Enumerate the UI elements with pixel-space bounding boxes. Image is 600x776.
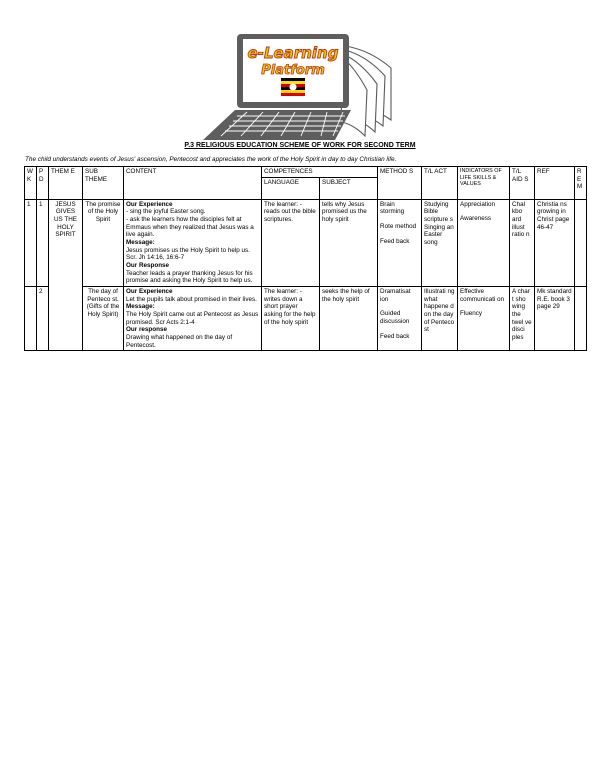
content-text: - sing the joyful Easter song. xyxy=(126,208,206,216)
content-text: Scr. Jh 14:16, 16:6-7 xyxy=(126,254,185,262)
header-language: LANGUAGE xyxy=(262,177,320,199)
cell-indicators xyxy=(458,287,510,351)
cell-subject: seeks the help of the holy spirit xyxy=(320,287,378,351)
cell-wk xyxy=(25,287,37,351)
cell-tl-aids: A char t sho wing the twel ve disci ples xyxy=(510,287,535,351)
header-subject: SUBJECT xyxy=(320,177,378,199)
document-subtitle: The child understands events of Jesus' ascension, Pentecost and appreciates the work of the Holy Spirit in day to day Christian life. xyxy=(25,156,397,163)
document-title: P.3 RELIGIOUS EDUCATION SCHEME OF WORK FOR SECOND TERM xyxy=(184,142,416,149)
content-text: - ask the learners how the disciples felt at Emmaus when they realized that Jesus was a live again. xyxy=(126,216,254,239)
cell-tl-aids: Chal kbo ard illust ratio n xyxy=(510,199,535,286)
cell-rem xyxy=(575,287,587,351)
header-row xyxy=(25,167,587,178)
uganda-flag-icon xyxy=(281,78,305,96)
indicator-item: Effective communicati on xyxy=(460,288,505,303)
cell-subject: tells why Jesus promised us the holy spirit xyxy=(320,199,378,286)
method-item: Dramatisat ion xyxy=(380,288,411,303)
method-item: Feed back xyxy=(380,237,410,245)
cell-tl-act: Illustrati ng what happene d on the day of Penteco st xyxy=(422,287,458,351)
scheme-of-work-table xyxy=(24,166,587,351)
cell-wk: 1 xyxy=(25,199,37,286)
header-pd: P D xyxy=(37,167,49,200)
content-text: Teacher leads a prayer thanking Jesus for his promise and asking the Holy Spirit to help us. xyxy=(126,269,253,285)
table-row xyxy=(25,199,587,286)
cell-tl-act: Studying Bible scripture s Singing an Easter song xyxy=(422,199,458,286)
method-item: Rote method xyxy=(380,223,417,231)
content-heading: Message: xyxy=(126,303,155,311)
header-methods: METHOD S xyxy=(378,167,422,200)
cell-pd: 1 xyxy=(37,199,49,286)
method-item: Brain storming xyxy=(380,200,405,216)
cell-pd: 2 xyxy=(37,287,49,351)
cell-content xyxy=(124,199,262,286)
header-subtheme: SUB THEME xyxy=(83,167,124,200)
cell-ref: Mk standard R.E. book 3 page 29 xyxy=(535,287,575,351)
header-rem: R E M xyxy=(575,167,587,200)
header-competences: COMPETENCES xyxy=(262,167,378,178)
header-tl-aids: T/L AID S xyxy=(510,167,535,200)
header-theme: THEM E xyxy=(49,167,83,200)
logo-line2: Platform xyxy=(261,63,325,78)
cell-theme: JESUS GIVES US THE HOLY SPIRIT xyxy=(49,199,83,351)
cell-indicators xyxy=(458,199,510,286)
content-text: The Holy Spirit came out at Pentecost as Jesus promised. Scr Acts 2:1-4 xyxy=(126,311,259,326)
content-heading: Our Experience xyxy=(126,200,173,208)
cell-rem xyxy=(575,199,587,286)
cell-methods xyxy=(378,199,422,286)
method-item: Feed back xyxy=(380,332,410,340)
content-heading: Our Response xyxy=(126,262,170,270)
header-tl-act: T/L ACT xyxy=(422,167,458,200)
indicator-item: Awareness xyxy=(460,215,492,223)
table-row xyxy=(25,287,587,351)
content-text: Jesus promises us the Holy Spirit to help us. xyxy=(126,246,250,254)
logo-line1: e-Learning xyxy=(247,44,339,62)
header-wk: W K xyxy=(25,167,37,200)
header-content: CONTENT xyxy=(124,167,262,200)
header-ref: REF xyxy=(535,167,575,200)
content-heading: Our Experience xyxy=(126,288,173,296)
cell-methods xyxy=(378,287,422,351)
method-item: Guided discussion xyxy=(380,310,410,326)
indicator-item: Fluency xyxy=(460,310,483,318)
cell-subtheme: The promise of the Holy Spirit xyxy=(83,199,124,286)
indicator-item: Appreciation xyxy=(460,200,496,208)
cell-content xyxy=(124,287,262,351)
content-text: Drawing what happened on the day of Pentecost. xyxy=(126,334,233,349)
content-text: Let the pupils talk about promised in their lives. xyxy=(126,295,257,303)
content-heading: Our response xyxy=(126,326,167,334)
cell-language: The learner: - reads out the bible scriptures. xyxy=(262,199,320,286)
content-heading: Message: xyxy=(126,239,155,247)
elearning-platform-logo xyxy=(195,28,400,146)
cell-subtheme: The day of Penteco st. (Gifts of the Holy Spirit) xyxy=(83,287,124,351)
cell-ref: Christia ns growing in Christ page 46-47 xyxy=(535,199,575,286)
header-indicators: INDICATORS OF LIFE SKILLS & VALUES xyxy=(458,167,510,200)
cell-language: The learner: - writes down a short prayer asking for the help of the holy spirit xyxy=(262,287,320,351)
